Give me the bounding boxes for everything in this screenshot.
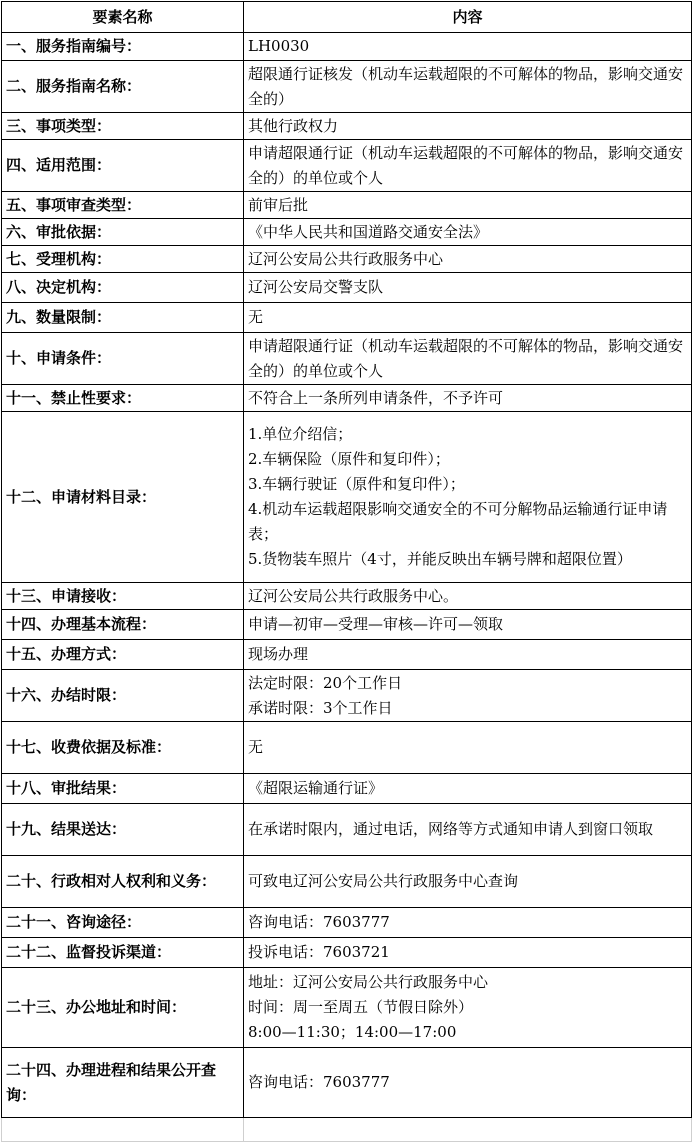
value-line: 法定时限：20个工作日 [248,673,403,692]
row-value [244,113,692,140]
header-element-name: 要素名称 [2,2,244,33]
empty-cell [244,1118,692,1142]
row-value [244,938,692,968]
table-row [2,856,692,908]
header-content: 内容 [244,2,692,33]
value-line: 现场办理 [248,645,309,663]
row-label: 四、适用范围： [2,140,244,192]
table-row [2,246,692,273]
value-line: 辽河公安局公共行政服务中心。 [248,586,459,605]
table-row [2,774,692,804]
row-label: 十三、申请接收： [2,583,244,610]
value-line: 地址：辽河公安局公共行政服务中心 [248,973,489,991]
value-line: 8:00—11:30；14:00—17:00 [248,1023,457,1041]
row-value [244,968,692,1048]
table-row [2,219,692,246]
value-line: 3.车辆行驶证（原件和复印件）； [248,475,465,493]
row-label: 二十三、办公地址和时间： [2,968,244,1048]
row-value [244,412,692,583]
table-row [2,670,692,722]
row-value [244,722,692,774]
value-line: 咨询电话：7603777 [248,1073,390,1091]
row-value [244,246,692,273]
value-line: 无 [248,738,264,756]
table-body [2,33,692,1142]
value-line: 可致电辽河公安局公共行政服务中心查询 [248,872,519,890]
row-value [244,273,692,303]
row-label: 十一、禁止性要求： [2,385,244,412]
row-value [244,219,692,246]
row-label: 二十一、咨询途径： [2,908,244,938]
value-line: 1.单位介绍信； [248,425,353,443]
row-label: 二十、行政相对人权利和义务： [2,856,244,908]
row-value [244,385,692,412]
value-line: LH0030 [248,37,310,55]
value-line: 不符合上一条所列申请条件，不予许可 [248,388,504,407]
value-line: 申请—初审—受理—审核—许可—领取 [248,615,504,633]
table-row [2,412,692,583]
row-label: 二、服务指南名称： [2,61,244,113]
value-line: 无 [248,308,264,326]
row-value [244,192,692,219]
row-value [244,140,692,192]
value-line: 2.车辆保险（原件和复印件）； [248,450,450,468]
value-line: 5.货物装车照片（4寸，并能反映出车辆号牌和超限位置） [248,550,632,568]
table-row [2,583,692,610]
row-label: 十九、结果送达： [2,804,244,856]
row-label: 七、受理机构： [2,246,244,273]
row-label: 六、审批依据： [2,219,244,246]
value-line: 时间：周一至周五（节假日除外） [248,998,474,1016]
row-value [244,908,692,938]
value-line: 申请超限通行证（机动车运载超限的不可解体的物品，影响交通安全的）的单位或个人 [248,336,684,380]
row-value [244,774,692,804]
empty-cell [2,1118,244,1142]
row-value [244,610,692,640]
value-line: 辽河公安局公共行政服务中心 [248,249,444,268]
value-line: 4.机动车运载超限影响交通安全的不可分解物品运输通行证申请表； [248,500,668,543]
row-label: 五、事项审查类型： [2,192,244,219]
row-label: 三、事项类型： [2,113,244,140]
row-label: 十八、审批结果： [2,774,244,804]
row-label: 十四、办理基本流程： [2,610,244,640]
table-row [2,908,692,938]
table-row [2,333,692,385]
row-value [244,33,692,61]
table-row [2,192,692,219]
value-line: 申请超限通行证（机动车运载超限的不可解体的物品，影响交通安全的）的单位或个人 [248,143,684,187]
table-header-row [2,2,692,33]
value-line: 承诺时限：3个工作日 [248,698,393,717]
row-value [244,61,692,113]
table-row [2,303,692,333]
table-row [2,61,692,113]
value-line: 《超限运输通行证》 [248,779,384,797]
table-row [2,33,692,61]
row-label: 十二、申请材料目录： [2,412,244,583]
row-label: 一、服务指南编号： [2,33,244,61]
row-value [244,333,692,385]
row-label: 八、决定机构： [2,273,244,303]
row-value [244,583,692,610]
row-value [244,856,692,908]
value-line: 《中华人民共和国道路交通安全法》 [248,222,489,241]
table-row [2,804,692,856]
row-label: 十五、办理方式： [2,640,244,670]
row-label: 十、申请条件： [2,333,244,385]
table-row [2,968,692,1048]
row-label: 二十四、办理进程和结果公开查询： [2,1048,244,1118]
value-line: 投诉电话：7603721 [248,943,390,961]
row-label: 九、数量限制： [2,303,244,333]
table-row [2,938,692,968]
value-line: 在承诺时限内，通过电话，网络等方式通知申请人到窗口领取 [248,820,654,838]
row-value [244,804,692,856]
value-line: 超限通行证核发（机动车运载超限的不可解体的物品，影响交通安全的） [248,64,684,108]
row-value [244,670,692,722]
value-line: 其他行政权力 [248,116,339,135]
table-row [2,640,692,670]
service-guide-table [1,1,692,1142]
value-line: 辽河公安局交警支队 [248,278,384,296]
table-row [2,722,692,774]
row-label: 十六、办结时限： [2,670,244,722]
table-row [2,273,692,303]
row-value [244,640,692,670]
value-line: 前审后批 [248,195,309,214]
table-row [2,385,692,412]
table-row [2,140,692,192]
empty-row [2,1118,692,1142]
row-label: 二十二、监督投诉渠道： [2,938,244,968]
value-line: 咨询电话：7603777 [248,913,390,931]
table-row [2,113,692,140]
row-value [244,303,692,333]
table-row [2,1048,692,1118]
row-label: 十七、收费依据及标准： [2,722,244,774]
table-row [2,610,692,640]
row-value [244,1048,692,1118]
